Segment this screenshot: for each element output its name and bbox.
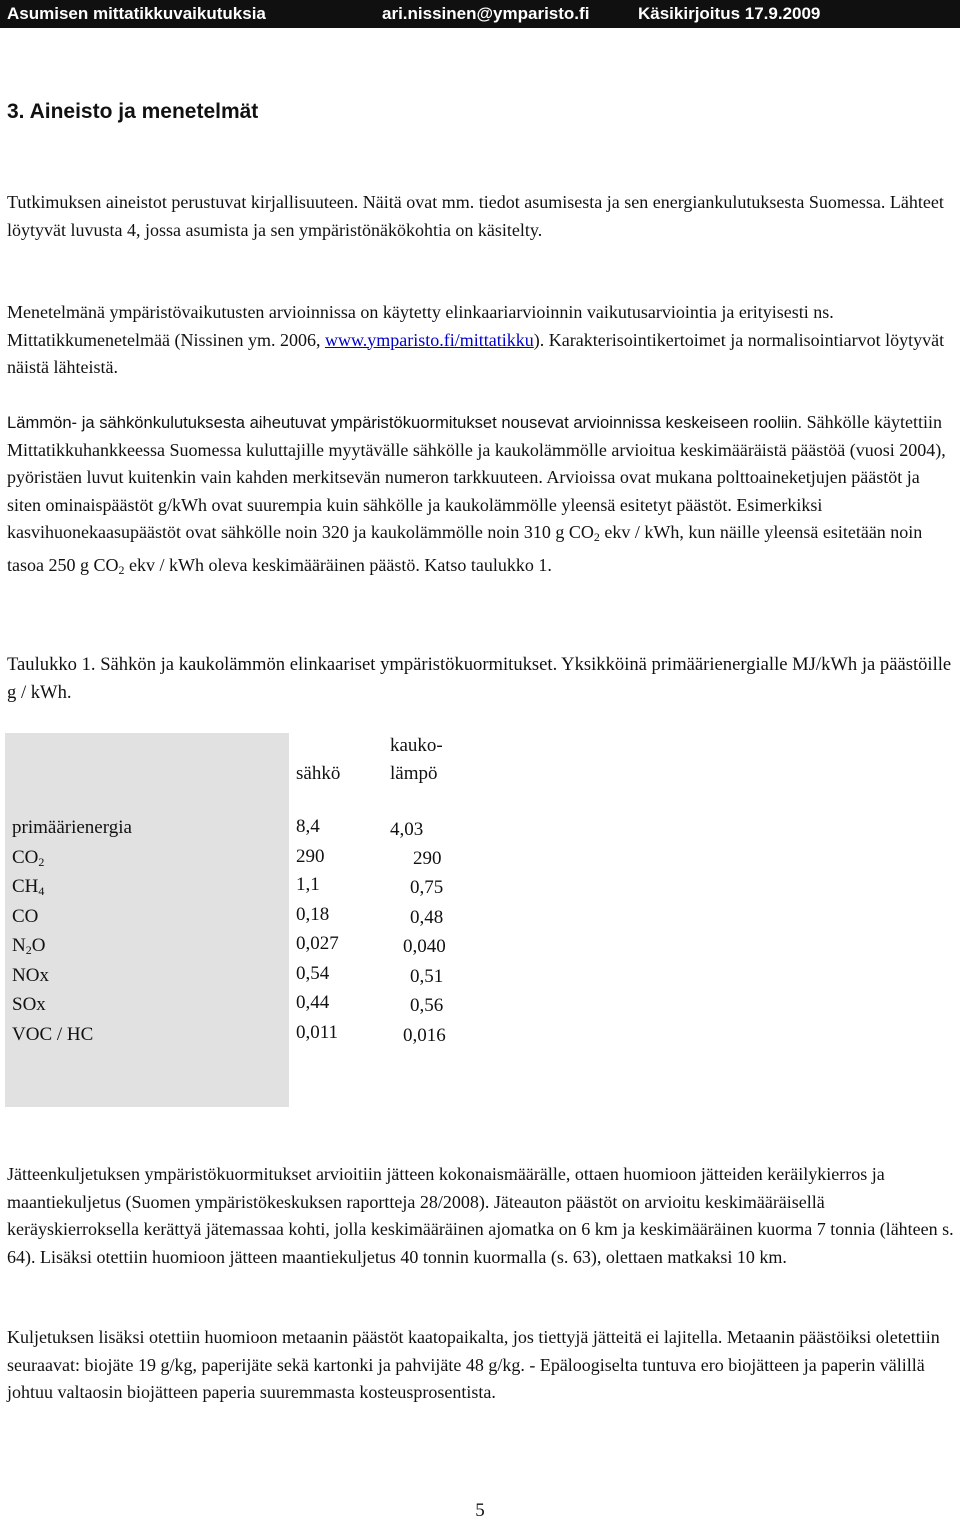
column-header-electricity: sähkö (296, 763, 341, 784)
table-cell-district-heat: 290 (413, 848, 442, 869)
table-row-label: $N_2O$ (12, 935, 46, 957)
table-row-label: $CO_2$ (12, 847, 45, 869)
page-header (0, 0, 960, 28)
table-cell-electricity: 0,44 (296, 992, 330, 1013)
column-header-district-heat: lämpö (390, 763, 438, 784)
table-cell-electricity: 0,011 (296, 1022, 339, 1043)
paragraph-methods (7, 299, 955, 382)
energy-text-c: ekv / kWh oleva keskimääräinen päästö. Katso taulukko 1. (124, 554, 552, 575)
table-cell-district-heat: 0,016 (403, 1025, 446, 1046)
energy-intro-text: Lämmön- ja sähkönkulutuksesta aiheutuvat ympäristökuormitukset nousevat arvioinnissa keskeiseen rooliin. (7, 413, 803, 432)
energy-text-a: Sähkölle käytettiin Mittatikkuhankkeessa Suomessa kuluttajille myytävälle sähkölle ja kaukolämmölle arvioitua keskimääräistä päästöä (vuosi 2004), pyöristäen luvut kuitenkin vain kahden merkitsevän numeron tarkkuuteen. Arvioissa ovat mukana polttoaineketjujen päästöt ja siten ominaispäästöt g/kWh ovat suurempia kuin sähkölle ja kaukolämmölle yleensä esitetyt päästöt. Esimerkiksi kasvihuonekaasupäästöt ovat sähkölle noin 320 ja kaukolämmölle noin 310 g CO (7, 412, 946, 542)
methods-text-after: ). Karakterisointikertoimet ja normalisointiarvot löytyvät näistä lähteistä. (7, 329, 945, 377)
paragraph-landfill-methane: Kuljetuksen lisäksi otettiin huomioon metaanin päästöt kaatopaikalta, jos tiettyjä jätteitä ei lajitella. Metaanin päästöiksi oletettiin seuraavat: biojäte 19 g/kg, paperijäte sekä kartonki ja pahvijäte 48 g/kg. - Epäloogiselta tuntuva ero biojätteen ja paperin välillä johtuu valtaosin biojätteen paperia suuremmasta kosteusprosentista. (7, 1327, 940, 1402)
table-row-label: VOC / HC (12, 1024, 94, 1045)
table-cell-district-heat: 0,51 (410, 966, 444, 987)
table-row-label: primäärienergia (12, 817, 132, 838)
section-title: 3. Aineisto ja menetelmät (7, 100, 259, 123)
column-header-district-heat: kauko- (390, 735, 443, 756)
mittatikku-link[interactable]: www.ymparisto.fi/mittatikku (324, 329, 534, 350)
table-cell-district-heat: 0,56 (410, 995, 444, 1016)
header-title: Asumisen mittatikkuvaikutuksia (7, 4, 266, 23)
table-row-label: $CH_4$ (12, 876, 45, 898)
energy-text-b: ekv / kWh, kun näille yleensä esitetään noin tasoa 250 g CO (7, 522, 923, 575)
co2-subscript: 2 (118, 562, 125, 577)
page-number: 5 (475, 1500, 485, 1521)
table-cell-electricity: 1,1 (296, 874, 320, 895)
paragraph-energy-emissions (7, 409, 955, 584)
table-row-label: SOx (12, 994, 46, 1015)
table-cell-district-heat: 0,75 (410, 877, 444, 898)
table-cell-electricity: 0,54 (296, 963, 330, 984)
co2-subscript: 2 (593, 530, 600, 544)
table-cell-electricity: 290 (296, 846, 325, 867)
table-cell-district-heat: 0,48 (410, 907, 444, 928)
table-cell-electricity: 0,027 (296, 933, 339, 954)
table-cell-district-heat: 0,040 (403, 936, 446, 957)
header-email: ari.nissinen@ymparisto.fi (382, 4, 590, 23)
methods-text-before: Menetelmänä ympäristövaikutusten arvioinnissa on käytetty elinkaariarvioinnin vaikutusarviointia ja erityisesti ns. Mittatikkumenetelmää (Nissinen ym. 2006, (7, 302, 834, 350)
paragraph-materials: Tutkimuksen aineistot perustuvat kirjallisuuteen. Näitä ovat mm. tiedot asumisesta ja sen energiankulutuksesta Suomessa. Lähteet löytyvät luvusta 4, jossa asumista ja sen ympäristönäkökohtia on käsitelty. (7, 192, 944, 240)
paragraph-waste-transport: Jätteenkuljetuksen ympäristökuormitukset arvioitiin jätteen kokonaismäärälle, ottaen huomioon jätteiden keräilykierros ja maantiekuljetus (Suomen ympäristökeskuksen raportteja 28/2008). Jäteauton päästöt on arvioitu keskimääräisellä keräyskierroksella kerättyä jätemassaa kohti, jolla keskimääräinen ajomatka on 6 km ja keskimääräinen kuorma 7 tonnia (lähteen s. 64). Lisäksi otettiin huomioon jätteen maantiekuljetus 40 tonnin kuormalla (s. 63), olettaen matkaksi 10 km. (7, 1164, 954, 1267)
table-cell-electricity: 8,4 (296, 816, 320, 837)
table-cell-electricity: 0,18 (296, 904, 330, 925)
header-manuscript-date: Käsikirjoitus 17.9.2009 (638, 4, 821, 23)
table-cell-district-heat: 4,03 (390, 819, 424, 840)
table-row-label: NOx (12, 965, 49, 986)
table-caption: Taulukko 1. Sähkön ja kaukolämmön elinkaariset ympäristökuormitukset. Yksikköinä primäärienergialle MJ/kWh ja päästöille g / kWh. (7, 654, 952, 703)
table-row-label: CO (12, 906, 39, 927)
table-shading (5, 733, 289, 1107)
